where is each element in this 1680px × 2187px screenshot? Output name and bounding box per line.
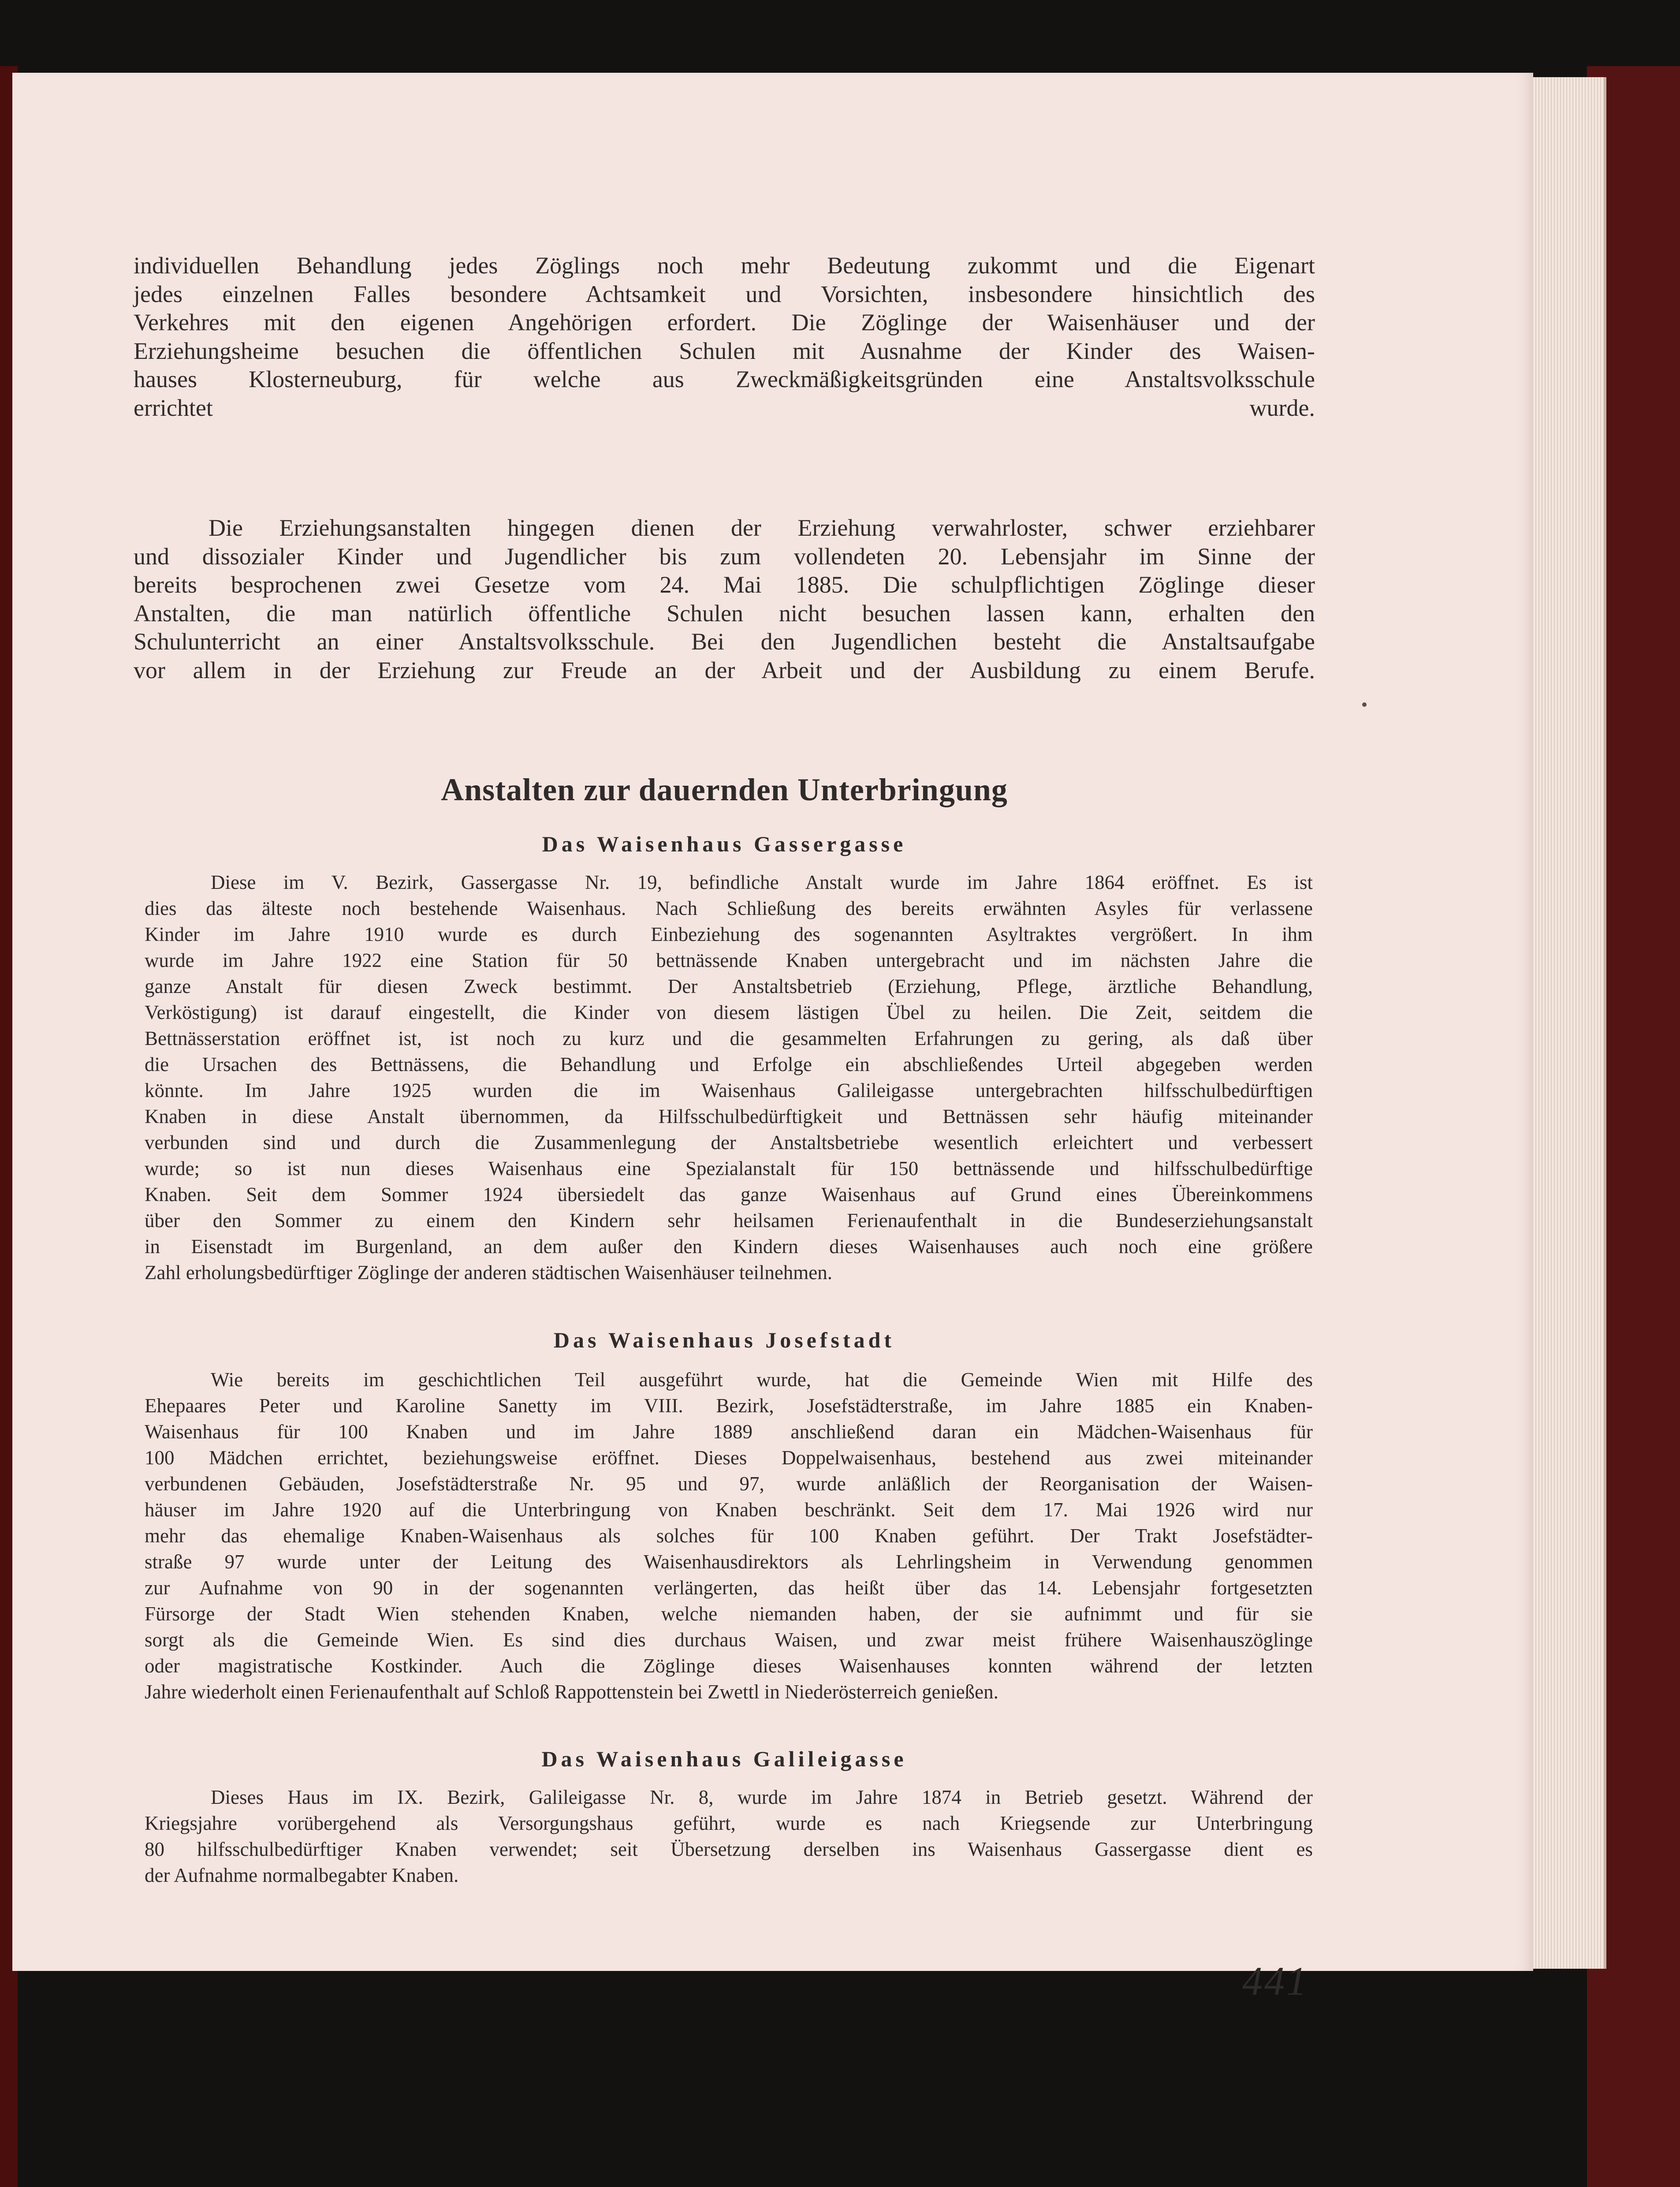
text-line: zur Aufnahme von 90 in der sogenannten verlängerten, das heißt über das 14. Lebensjahr fortgesetzten — [145, 1577, 1313, 1599]
text-line: Kriegsjahre vorübergehend als Versorgungshaus geführt, wurde es nach Kriegsende zur Unterbringung — [145, 1812, 1313, 1834]
text-line: in Eisenstadt im Burgenland, an dem außer den Kindern dieses Waisenhauses auch noch eine größere — [145, 1235, 1313, 1258]
text-line: Erziehungsheime besuchen die öffentlichen Schulen mit Ausnahme der Kinder des Waisen- — [134, 337, 1315, 364]
text-line: wurde; so ist nun dieses Waisenhaus eine Spezialanstalt für 150 bettnässende und hilfsschulbedürftige — [145, 1157, 1313, 1179]
text-line: Verkehres mit den eigenen Angehörigen erfordert. Die Zöglinge der Waisenhäuser und der — [134, 309, 1315, 336]
text-line: jedes einzelnen Falles besondere Achtsamkeit und Vorsichten, insbesondere hinsichtlich des — [134, 280, 1315, 307]
text-line: Anstalten, die man natürlich öffentliche Schulen nicht besuchen lassen kann, erhalten den — [134, 600, 1315, 627]
text-line: Dieses Haus im IX. Bezirk, Galileigasse Nr. 8, wurde im Jahre 1874 in Betrieb gesetzt. Während der — [211, 1786, 1313, 1808]
paragraph-continuation — [134, 251, 1315, 422]
text-line: Jahre wiederholt einen Ferienaufenthalt auf Schloß Rappottenstein bei Zwettl in Niederösterreich genießen. — [145, 1681, 998, 1703]
text-line: und dissozialer Kinder und Jugendlicher bis zum vollendeten 20. Lebensjahr im Sinne der — [134, 543, 1315, 570]
text-line: Schulunterricht an einer Anstaltsvolksschule. Bei den Jugendlichen besteht die Anstaltsaufgabe — [134, 628, 1315, 655]
section-text-gassergasse — [145, 870, 1313, 1286]
text-line: Diese im V. Bezirk, Gassergasse Nr. 19, befindliche Anstalt wurde im Jahre 1864 eröffnet. Es ist — [211, 871, 1313, 893]
text-line: Kinder im Jahre 1910 wurde es durch Einbeziehung des sogenannten Asyltraktes vergrößert. In ihm — [145, 923, 1313, 945]
text-line: ganze Anstalt für diesen Zweck bestimmt. Der Anstaltsbetrieb (Erziehung, Pflege, ärztliche Behandlung, — [145, 975, 1313, 997]
text-line: über den Sommer zu einem den Kindern sehr heilsamen Ferienaufenthalt in die Bundeserziehungsanstalt — [145, 1209, 1313, 1232]
margin-dot — [1362, 702, 1367, 707]
text-line: straße 97 wurde unter der Leitung des Waisenhausdirektors als Lehrlingsheim in Verwendung genommen — [145, 1551, 1313, 1573]
text-line: Knaben in diese Anstalt übernommen, da Hilfsschulbedürftigkeit und Bettnässen sehr häufig miteinander — [145, 1105, 1313, 1127]
text-line: verbundenen Gebäuden, Josefstädterstraße Nr. 95 und 97, wurde anläßlich der Reorganisation der Waisen- — [145, 1473, 1313, 1495]
text-line: Verköstigung) ist darauf eingestellt, die Kinder von diesem lästigen Übel zu heilen. Die Zeit, seitdem die — [145, 1001, 1313, 1023]
text-line: die Ursachen des Bettnässens, die Behandlung und Erfolge ein abschließendes Urteil abgegeben werden — [145, 1053, 1313, 1075]
text-line: errichtet wurde. — [134, 394, 1315, 421]
text-line: Zahl erholungsbedürftiger Zöglinge der anderen städtischen Waisenhäuser teilnehmen. — [145, 1261, 833, 1284]
text-line: verbunden sind und durch die Zusammenlegung der Anstaltsbetriebe wesentlich erleichtert und verbessert — [145, 1131, 1313, 1153]
section-text-galileigasse — [145, 1784, 1313, 1888]
text-line: Bettnässerstation eröffnet ist, ist noch zu kurz und die gesammelten Erfahrungen zu gering, als daß über — [145, 1027, 1313, 1049]
subsection-title-josefstadt: Das Waisenhaus Josefstadt — [553, 1328, 895, 1352]
text-line: bereits besprochenen zwei Gesetze vom 24. Mai 1885. Die schulpflichtigen Zöglinge dieser — [134, 571, 1315, 598]
section-heading: Anstalten zur dauernden Unterbringung — [441, 772, 1008, 807]
text-line: oder magistratische Kostkinder. Auch die Zöglinge dieses Waisenhauses konnten während der letzten — [145, 1655, 1313, 1677]
section-text-josefstadt — [145, 1367, 1313, 1705]
text-line: 80 hilfsschulbedürftiger Knaben verwendet; seit Übersetzung derselben ins Waisenhaus Gassergasse dient es — [145, 1838, 1313, 1860]
text-line: häuser im Jahre 1920 auf die Unterbringung von Knaben beschränkt. Seit dem 17. Mai 1926 wird nur — [145, 1499, 1313, 1521]
text-line: wurde im Jahre 1922 eine Station für 50 bettnässende Knaben untergebracht und im nächsten Jahre die — [145, 949, 1313, 971]
text-line: Waisenhaus für 100 Knaben und im Jahre 1889 anschließend daran ein Mädchen-Waisenhaus für — [145, 1421, 1313, 1443]
text-line: Wie bereits im geschichtlichen Teil ausgeführt wurde, hat die Gemeinde Wien mit Hilfe des — [211, 1369, 1313, 1391]
text-line: könnte. Im Jahre 1925 wurden die im Waisenhaus Galileigasse untergebrachten hilfsschulbedürftigen — [145, 1079, 1313, 1101]
text-line: Knaben. Seit dem Sommer 1924 übersiedelt das ganze Waisenhaus auf Grund eines Übereinkommens — [145, 1183, 1313, 1205]
paragraph-erziehungsanstalten — [134, 514, 1315, 684]
page-number: 441 — [1242, 1959, 1308, 2004]
text-line: mehr das ehemalige Knaben-Waisenhaus als solches für 100 Knaben geführt. Der Trakt Josefstädter- — [145, 1525, 1313, 1547]
text-line: dies das älteste noch bestehende Waisenhaus. Nach Schließung des bereits erwähnten Asyles für verlassene — [145, 897, 1313, 919]
text-line: 100 Mädchen errichtet, beziehungsweise eröffnet. Dieses Doppelwaisenhaus, bestehend aus zwei miteinander — [145, 1447, 1313, 1469]
page-edges — [1533, 77, 1606, 1969]
subsection-title-galileigasse: Das Waisenhaus Galileigasse — [541, 1747, 907, 1771]
text-line: Fürsorge der Stadt Wien stehenden Knaben, welche niemanden haben, der sie aufnimmt und für sie — [145, 1603, 1313, 1625]
text-line: Die Erziehungsanstalten hingegen dienen der Erziehung verwahrloster, schwer erziehbarer — [209, 515, 1315, 541]
text-line: Ehepaares Peter und Karoline Sanetty im VIII. Bezirk, Josefstädterstraße, im Jahre 1885 ein Knaben- — [145, 1395, 1313, 1417]
text-line: sorgt als die Gemeinde Wien. Es sind dies durchaus Waisen, und zwar meist frühere Waisenhauszöglinge — [145, 1629, 1313, 1651]
text-line: vor allem in der Erziehung zur Freude an der Arbeit und der Ausbildung zu einem Berufe. — [134, 657, 1315, 683]
text-line: individuellen Behandlung jedes Zöglings noch mehr Bedeutung zukommt und die Eigenart — [134, 252, 1315, 279]
book-page — [12, 73, 1533, 2004]
subsection-title-gassergasse: Das Waisenhaus Gassergasse — [542, 832, 907, 856]
text-line: hauses Klosterneuburg, für welche aus Zweckmäßigkeitsgründen eine Anstaltsvolksschule — [134, 366, 1315, 392]
text-line: der Aufnahme normalbegabter Knaben. — [145, 1864, 459, 1886]
